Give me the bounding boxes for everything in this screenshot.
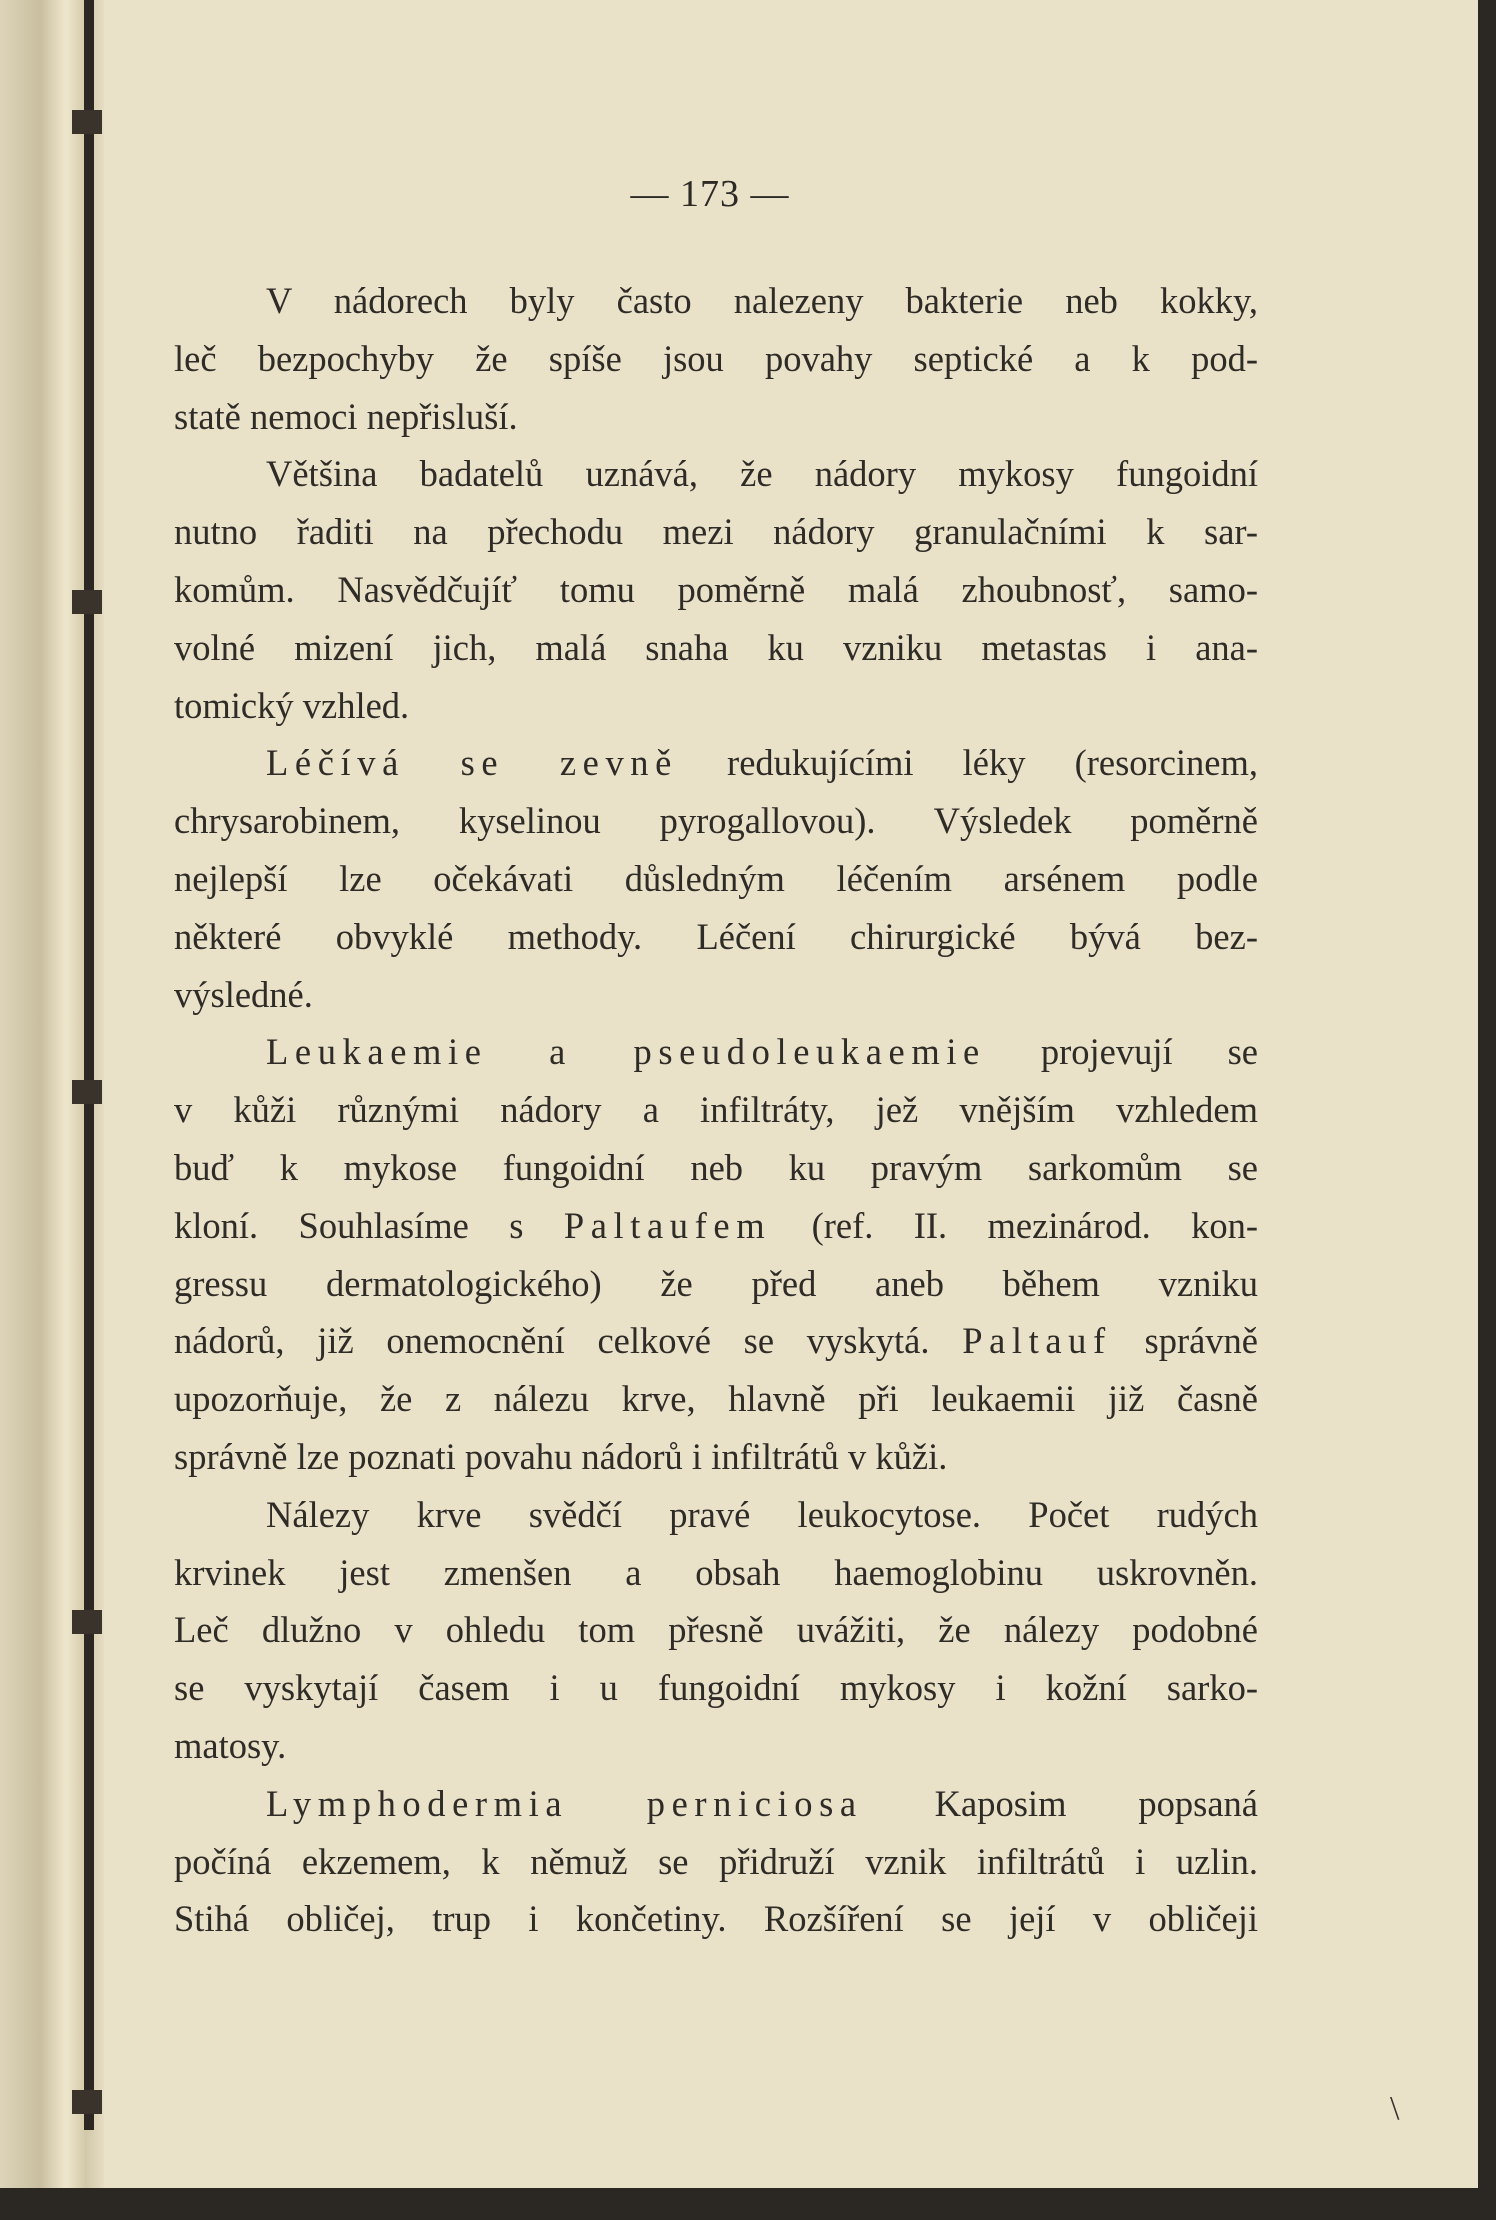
spine-tick: [72, 110, 102, 134]
text-line: matosy.: [174, 1724, 287, 1766]
corner-mark: \: [1390, 2090, 1400, 2127]
text-line: kloní. Souhlasíme s Paltaufem (ref. II. mezinárod. kon-: [174, 1204, 1258, 1246]
text-line: buď k mykose fungoidní neb ku pravým sarkomům se: [174, 1146, 1258, 1188]
text-line: leč bezpochyby že spíše jsou povahy septické a k pod-: [174, 337, 1258, 379]
text-line: statě nemoci nepřisluší.: [174, 395, 518, 437]
text-line: chrysarobinem, kyselinou pyrogallovou). Výsledek poměrně: [174, 800, 1258, 842]
spine-tick: [72, 2090, 102, 2114]
spaced-term: Léčívá se zevně: [266, 742, 678, 784]
page-right-edge: [1478, 0, 1496, 2220]
spine-tick: [72, 590, 102, 614]
text-line: V nádorech byly často nalezeny bakterie neb kokky,: [266, 280, 1258, 321]
text-line: v kůži různými nádory a infiltráty, jež vnějším vzhledem: [174, 1089, 1258, 1131]
text-line: komům. Nasvědčujíť tomu poměrně malá zhoubnosť, samo-: [174, 568, 1258, 610]
text-line: Nálezy krve svědčí pravé leukocytose. Počet rudých: [266, 1493, 1258, 1535]
text-line: Stihá obličej, trup i končetiny. Rozšíření se její v obličeji: [174, 1898, 1258, 1940]
text-line: Léčívá se zevně redukujícími léky (resorcinem,: [266, 742, 1258, 784]
spaced-term: Lymphodermia perniciosa: [266, 1782, 863, 1824]
page-number: — 173 —: [630, 173, 790, 215]
spine-tick: [72, 1080, 102, 1104]
spine-tick: [72, 1610, 102, 1634]
text-line: gressu dermatologického) že před aneb během vzniku: [174, 1262, 1258, 1304]
text-line: tomický vzhled.: [174, 684, 410, 726]
spaced-name: Paltaufem: [563, 1204, 772, 1246]
text-line: volné mizení jich, malá snaha ku vzniku metastas i ana-: [174, 626, 1258, 668]
text-line: některé obvyklé methody. Léčení chirurgické bývá bez-: [174, 915, 1258, 957]
spaced-name: Paltauf: [962, 1320, 1112, 1362]
text-line: výsledné.: [174, 973, 313, 1015]
spaced-term: Leukaemie a pseudoleukaemie: [266, 1031, 986, 1073]
text-line: nejlepší lze očekávati důsledným léčením arsénem podle: [174, 857, 1258, 899]
page-bottom-edge: [0, 2188, 1496, 2220]
body-text: [174, 272, 1258, 1948]
text-line: nutno řaditi na přechodu mezi nádory granulačními k sar-: [174, 511, 1258, 553]
text-line: krvinek jest zmenšen a obsah haemoglobinu uskrovněn.: [174, 1551, 1258, 1593]
text-line: Leč dlužno v ohledu tom přesně uvážiti, že nálezy podobné: [174, 1609, 1258, 1651]
spine-binding-edge: [84, 0, 94, 2130]
text-line: nádorů, již onemocnění celkové se vyskytá. Paltauf správně: [174, 1320, 1259, 1362]
text-line: Většina badatelů uznává, že nádory mykosy fungoidní: [266, 453, 1258, 495]
text-line: se vyskytají časem i u fungoidní mykosy i kožní sarko-: [174, 1667, 1258, 1709]
text-line: upozorňuje, že z nálezu krve, hlavně při leukaemii již časně: [174, 1378, 1258, 1420]
text-line: počíná ekzemem, k němuž se přidruží vznik infiltrátů i uzlin.: [174, 1840, 1258, 1882]
text-line: správně lze poznati povahu nádorů i infiltrátů v kůži.: [174, 1435, 948, 1477]
text-line: Leukaemie a pseudoleukaemie projevují se: [266, 1031, 1258, 1073]
text-line: Lymphodermia perniciosa Kaposim popsaná: [266, 1782, 1258, 1824]
